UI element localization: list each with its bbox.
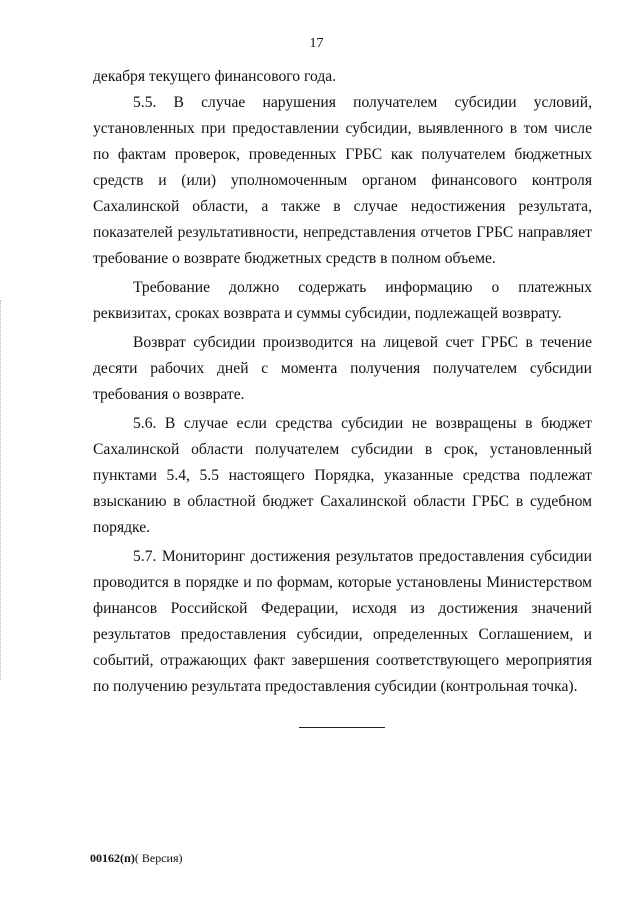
footer-version: ( Версия) xyxy=(134,851,183,865)
footer-document-code xyxy=(90,851,183,866)
document-body xyxy=(93,64,592,700)
end-of-text-rule xyxy=(299,727,385,728)
scan-margin-artifact xyxy=(0,300,4,680)
paragraph-5-6: 5.6. В случае если средства субсидии не возвращены в бюджет Сахалинской области получателем субсидии в срок, установленный пунктами 5.4, 5.5 настоящего Порядка, указанные средства подлежат взысканию в областной бюджет Сахалинской области ГРБС в судебном порядке. xyxy=(93,415,592,536)
paragraph-requirement-contents: Требование должно содержать информацию о платежных реквизитах, сроках возврата и суммы субсидии, подлежащей возврату. xyxy=(93,279,592,322)
footer-code-number: 00162(п) xyxy=(90,851,135,865)
page-number: 17 xyxy=(309,36,324,51)
paragraph-return-account: Возврат субсидии производится на лицевой счет ГРБС в течение десяти рабочих дней с момента получения получателем субсидии требования о возврате. xyxy=(93,334,592,403)
paragraph-5-5: 5.5. В случае нарушения получателем субсидии условий, установленных при предоставлении субсидии, выявленного в том числе по фактам проверок, проведенных ГРБС как получателем бюджетных средств и (или) уполномоченным органом финансового контроля Сахалинской области, а также в случае недостижения результата, показателей результативности, непредставления отчетов ГРБС направляет требование о возврате бюджетных средств в полном объеме. xyxy=(93,94,592,267)
paragraph-continuation: декабря текущего финансового года. xyxy=(93,68,337,85)
paragraph-5-7: 5.7. Мониторинг достижения результатов предоставления субсидии проводится в порядке и по формам, которые установлены Министерством финансов Российской Федерации, исходя из достижения значений результатов предоставления субсидии, определенных Соглашением, и событий, отражающих факт завершения соответствующего мероприятия по получению результата предоставления субсидии (контрольная точка). xyxy=(93,548,592,695)
